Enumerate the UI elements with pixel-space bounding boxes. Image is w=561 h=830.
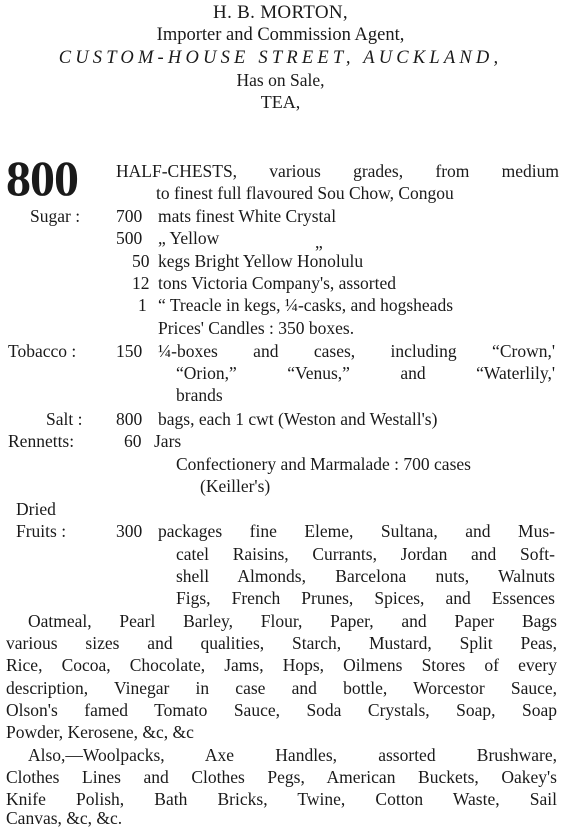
oatmeal-line-6: Powder, Kerosene, &c, &c [6, 722, 194, 742]
dried-line-3: shell Almonds, Barcelona nuts, Walnuts [176, 566, 555, 586]
tobacco-line-1: ¼-boxes and cases, including “Crown,' [158, 341, 555, 361]
sugar-qty-4: 12 [132, 273, 150, 293]
oatmeal-line-4: description, Vinegar in case and bottle, Worcestor Sauce, [6, 678, 557, 698]
sugar-ditto-2: „ [315, 232, 323, 252]
rennetts-qty: 60 [124, 431, 142, 451]
sugar-qty-2: 500 [116, 228, 143, 248]
oatmeal-line-2: various sizes and qualities, Starch, Mustard, Split Peas, [6, 633, 557, 653]
sugar-text-5: “ Treacle in kegs, ¼-casks, and hogsheads [158, 295, 454, 315]
rennetts-text: Jars [154, 431, 182, 451]
dried-qty: 300 [116, 521, 143, 541]
sugar-qty-1: 700 [116, 206, 143, 226]
also-line-4: Canvas, &c, &c. [6, 808, 123, 828]
sugar-label: Sugar : [30, 206, 81, 226]
tobacco-line-3: brands [176, 385, 223, 405]
tea-line-2: to finest full flavoured Sou Chow, Congou [156, 183, 454, 203]
merchant-address: CUSTOM-HOUSE STREET, AUCKLAND, [58, 47, 503, 68]
dried-label-1: Dried [16, 499, 56, 519]
merchant-name: H. B. MORTON, [213, 2, 348, 23]
advertisement [0, 2, 561, 830]
rennetts-label: Rennetts: [8, 431, 75, 451]
confectionery-line-1: Confectionery and Marmalade : 700 cases [176, 454, 471, 474]
tobacco-line-2: “Orion,” “Venus,” and “Waterlily,' [176, 363, 555, 383]
oatmeal-line-5: Olson's famed Tomato Sauce, Soda Crystals, Soap, Soap [6, 700, 557, 720]
tobacco-label: Tobacco : [8, 341, 77, 361]
salt-text: bags, each 1 cwt (Weston and Westall's) [158, 409, 438, 429]
dried-line-2: catel Raisins, Currants, Jordan and Soft- [176, 544, 555, 564]
tea-line-1: HALF-CHESTS, various grades, from medium [116, 161, 559, 181]
oatmeal-line-1: Oatmeal, Pearl Barley, Flour, Paper, and Paper Bags [28, 611, 557, 631]
sugar-text-2: „ Yellow [158, 228, 220, 248]
confectionery-line-2: (Keiller's) [200, 476, 271, 496]
tea-quantity: 800 [6, 150, 78, 206]
sugar-text-3: kegs Bright Yellow Honolulu [158, 251, 364, 271]
on-sale-line: Has on Sale, [236, 69, 325, 90]
also-line-1: Also,—Woolpacks, Axe Handles, assorted Brushware, [28, 745, 557, 765]
candles-line: Prices' Candles : 350 boxes. [158, 318, 355, 338]
sugar-qty-3: 50 [132, 251, 150, 271]
also-line-2: Clothes Lines and Clothes Pegs, American Buckets, Oakey's [6, 767, 557, 787]
dried-label-2: Fruits : [16, 521, 67, 541]
tea-heading: TEA, [260, 92, 301, 113]
oatmeal-line-3: Rice, Cocoa, Chocolate, Jams, Hops, Oilmens Stores of every [6, 655, 557, 675]
sugar-qty-5: 1 [138, 295, 147, 315]
also-line-3: Knife Polish, Bath Bricks, Twine, Cotton Waste, Sail [6, 789, 557, 809]
merchant-title: Importer and Commission Agent, [156, 25, 405, 46]
salt-qty: 800 [116, 409, 143, 429]
salt-label: Salt : [46, 409, 83, 429]
dried-line-4: Figs, French Prunes, Spices, and Essences [176, 588, 555, 608]
tobacco-qty: 150 [116, 341, 143, 361]
sugar-text-1: mats finest White Crystal [158, 206, 337, 226]
sugar-text-4: tons Victoria Company's, assorted [158, 273, 397, 293]
dried-line-1: packages fine Eleme, Sultana, and Mus- [158, 521, 555, 541]
